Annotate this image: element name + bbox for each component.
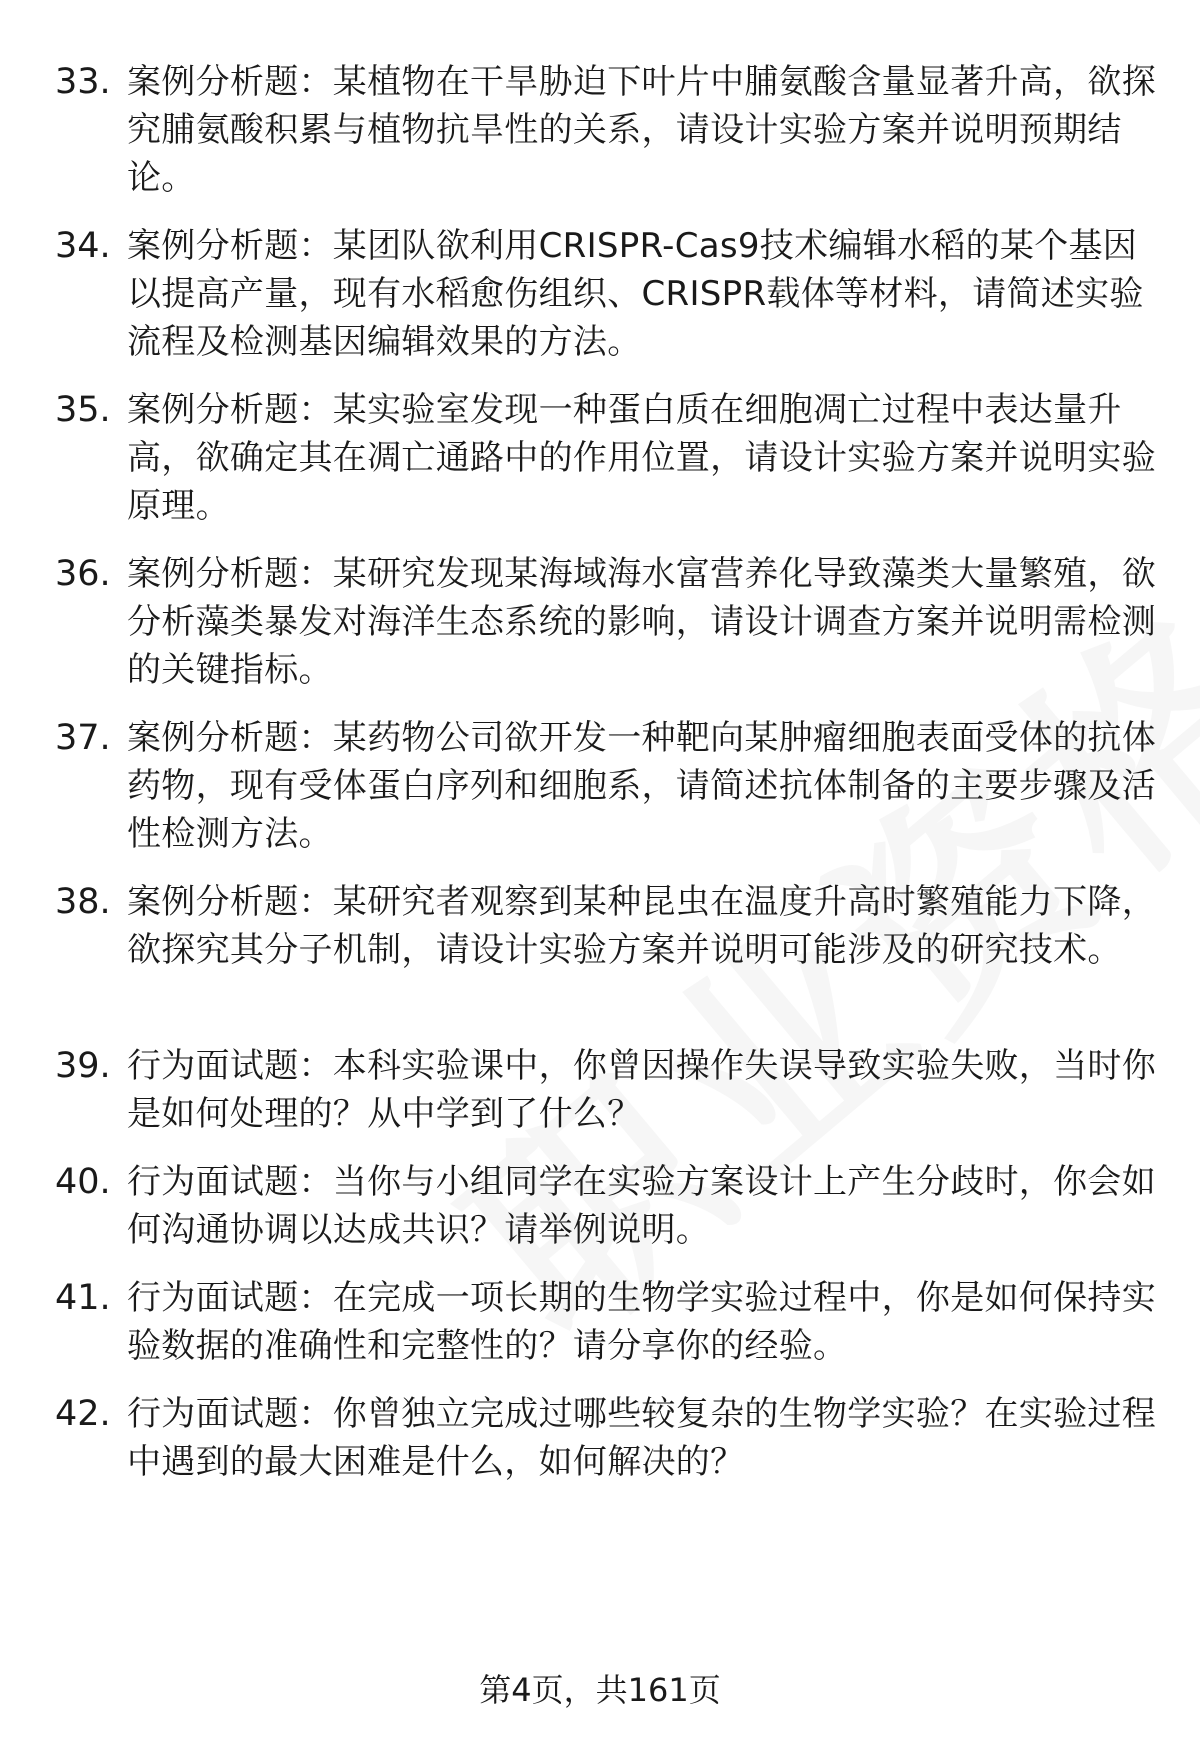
question-number: 42. bbox=[55, 1394, 111, 1434]
question-number: 39. bbox=[55, 1046, 111, 1086]
question-text: 案例分析题：某实验室发现一种蛋白质在细胞凋亡过程中表达量升高，欲确定其在凋亡通路中的作用位置，请设计实验方案并说明实验原理。 bbox=[127, 390, 1156, 526]
question-number: 34. bbox=[55, 226, 111, 266]
question-text: 案例分析题：某药物公司欲开发一种靶向某肿瘤细胞表面受体的抗体药物，现有受体蛋白序列和细胞系，请简述抗体制备的主要步骤及活性检测方法。 bbox=[127, 718, 1156, 854]
question-text: 案例分析题：某植物在干旱胁迫下叶片中脯氨酸含量显著升高，欲探究脯氨酸积累与植物抗旱性的关系，请设计实验方案并说明预期结论。 bbox=[127, 62, 1156, 198]
page-footer: 第4页，共161页 bbox=[479, 1671, 721, 1709]
question-number: 37. bbox=[55, 718, 111, 758]
question-text: 行为面试题：在完成一项长期的生物学实验过程中，你是如何保持实验数据的准确性和完整性的？请分享你的经验。 bbox=[127, 1278, 1156, 1366]
question-number: 33. bbox=[55, 62, 111, 102]
question-number: 35. bbox=[55, 390, 111, 430]
question-number: 41. bbox=[55, 1278, 111, 1318]
question-text: 行为面试题：你曾独立完成过哪些较复杂的生物学实验？在实验过程中遇到的最大困难是什么，如何解决的？ bbox=[127, 1394, 1156, 1482]
question-text: 案例分析题：某研究者观察到某种昆虫在温度升高时繁殖能力下降，欲探究其分子机制，请设计实验方案并说明可能涉及的研究技术。 bbox=[127, 882, 1156, 970]
question-text: 案例分析题：某研究发现某海域海水富营养化导致藻类大量繁殖，欲分析藻类暴发对海洋生态系统的影响，请设计调查方案并说明需检测的关键指标。 bbox=[127, 554, 1156, 690]
question-text: 案例分析题：某团队欲利用CRISPR-Cas9技术编辑水稻的某个基因以提高产量，现有水稻愈伤组织、CRISPR载体等材料，请简述实验流程及检测基因编辑效果的方法。 bbox=[127, 226, 1144, 362]
question-text: 行为面试题：当你与小组同学在实验方案设计上产生分歧时，你会如何沟通协调以达成共识？请举例说明。 bbox=[127, 1162, 1156, 1250]
question-number: 40. bbox=[55, 1162, 111, 1202]
question-number: 38. bbox=[55, 882, 111, 922]
question-text: 行为面试题：本科实验课中，你曾因操作失误导致实验失败，当时你是如何处理的？从中学到了什么？ bbox=[127, 1046, 1156, 1134]
question-number: 36. bbox=[55, 554, 111, 594]
